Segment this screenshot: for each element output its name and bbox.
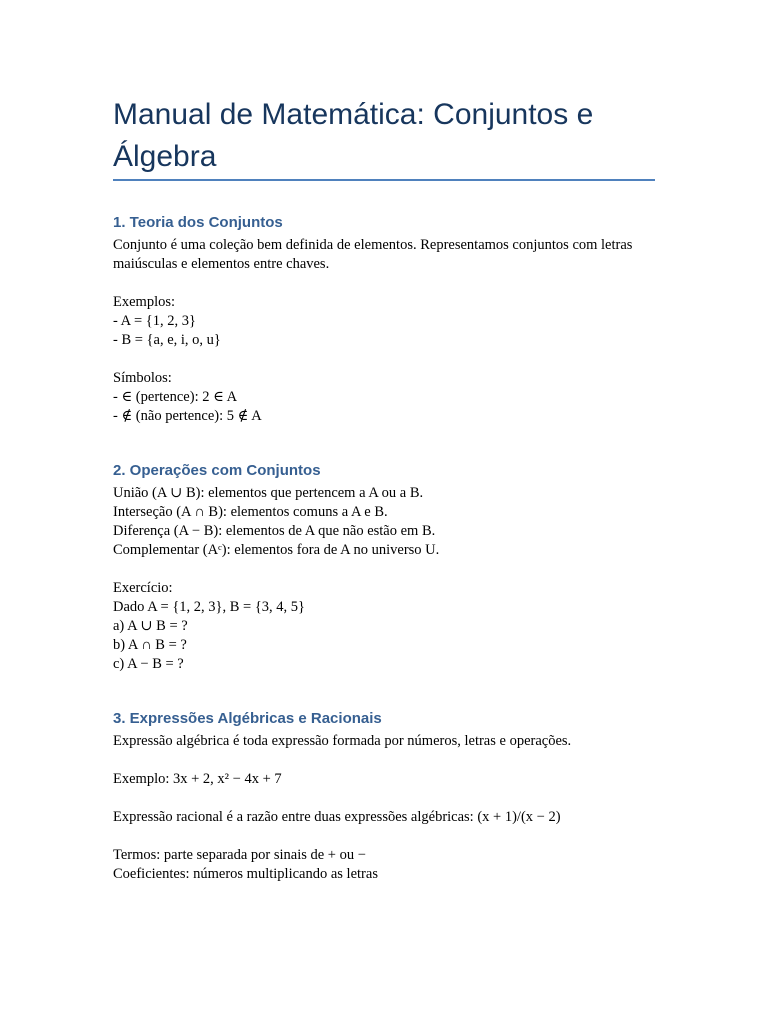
section-heading: 1. Teoria dos Conjuntos: [113, 214, 283, 231]
list-item: - B = {a, e, i, o, u}: [113, 332, 221, 348]
example-line: Exemplo: 3x + 2, x² − 4x + 7: [113, 771, 282, 787]
list-item: - A = {1, 2, 3}: [113, 313, 196, 329]
section-heading: 2. Operações com Conjuntos: [113, 462, 321, 479]
list-item: - ∉ (não pertence): 5 ∉ A: [113, 408, 262, 424]
section-set-theory: [113, 212, 655, 426]
paragraph-text: Expressão racional é a razão entre duas expressões algébricas: (x + 1)/(x − 2): [113, 809, 561, 825]
examples-label: Exemplos:: [113, 294, 176, 310]
definition-paragraph: [113, 732, 655, 751]
symbols-list: [113, 369, 655, 426]
operations-definitions: [113, 484, 655, 560]
exercise-item: a) A ∪ B = ?: [113, 618, 188, 634]
document-body: [113, 94, 655, 884]
list-item: - ∈ (pertence): 2 ∈ A: [113, 389, 238, 405]
section-heading: 3. Expressões Algébricas e Racionais: [113, 710, 382, 727]
exercise-item: b) A ∩ B = ?: [113, 637, 187, 653]
document-title: Manual de Matemática: Conjuntos e Álgebra: [113, 94, 655, 181]
definition-line: União (A ∪ B): elementos que pertencem a A ou a B.: [113, 485, 424, 501]
example-line-block: [113, 770, 655, 789]
section-set-operations: [113, 460, 655, 674]
definition-line: Interseção (A ∩ B): elementos comuns a A e B.: [113, 504, 388, 520]
paragraph-text: Expressão algébrica é toda expressão formada por números, letras e operações.: [113, 733, 572, 749]
exercise-label: Exercício:: [113, 580, 173, 596]
glossary-item: Termos: parte separada por sinais de + ou −: [113, 847, 366, 863]
exercise-item: c) A − B = ?: [113, 656, 184, 672]
definition-line: Complementar (Aᶜ): elementos fora de A no universo U.: [113, 542, 440, 558]
section-algebraic-expressions: [113, 708, 655, 884]
glossary-block: [113, 846, 655, 884]
definition-paragraph: [113, 236, 655, 274]
examples-list: [113, 293, 655, 350]
exercise-given: Dado A = {1, 2, 3}, B = {3, 4, 5}: [113, 599, 306, 615]
rational-definition-block: [113, 808, 655, 827]
glossary-item: Coeficientes: números multiplicando as letras: [113, 866, 378, 882]
paragraph-text: Conjunto é uma coleção bem definida de elementos. Representamos conjuntos com letras maiúsculas e elementos entre chaves.: [113, 237, 633, 272]
definition-line: Diferença (A − B): elementos de A que não estão em B.: [113, 523, 436, 539]
exercise-block: [113, 579, 655, 674]
symbols-label: Símbolos:: [113, 370, 172, 386]
